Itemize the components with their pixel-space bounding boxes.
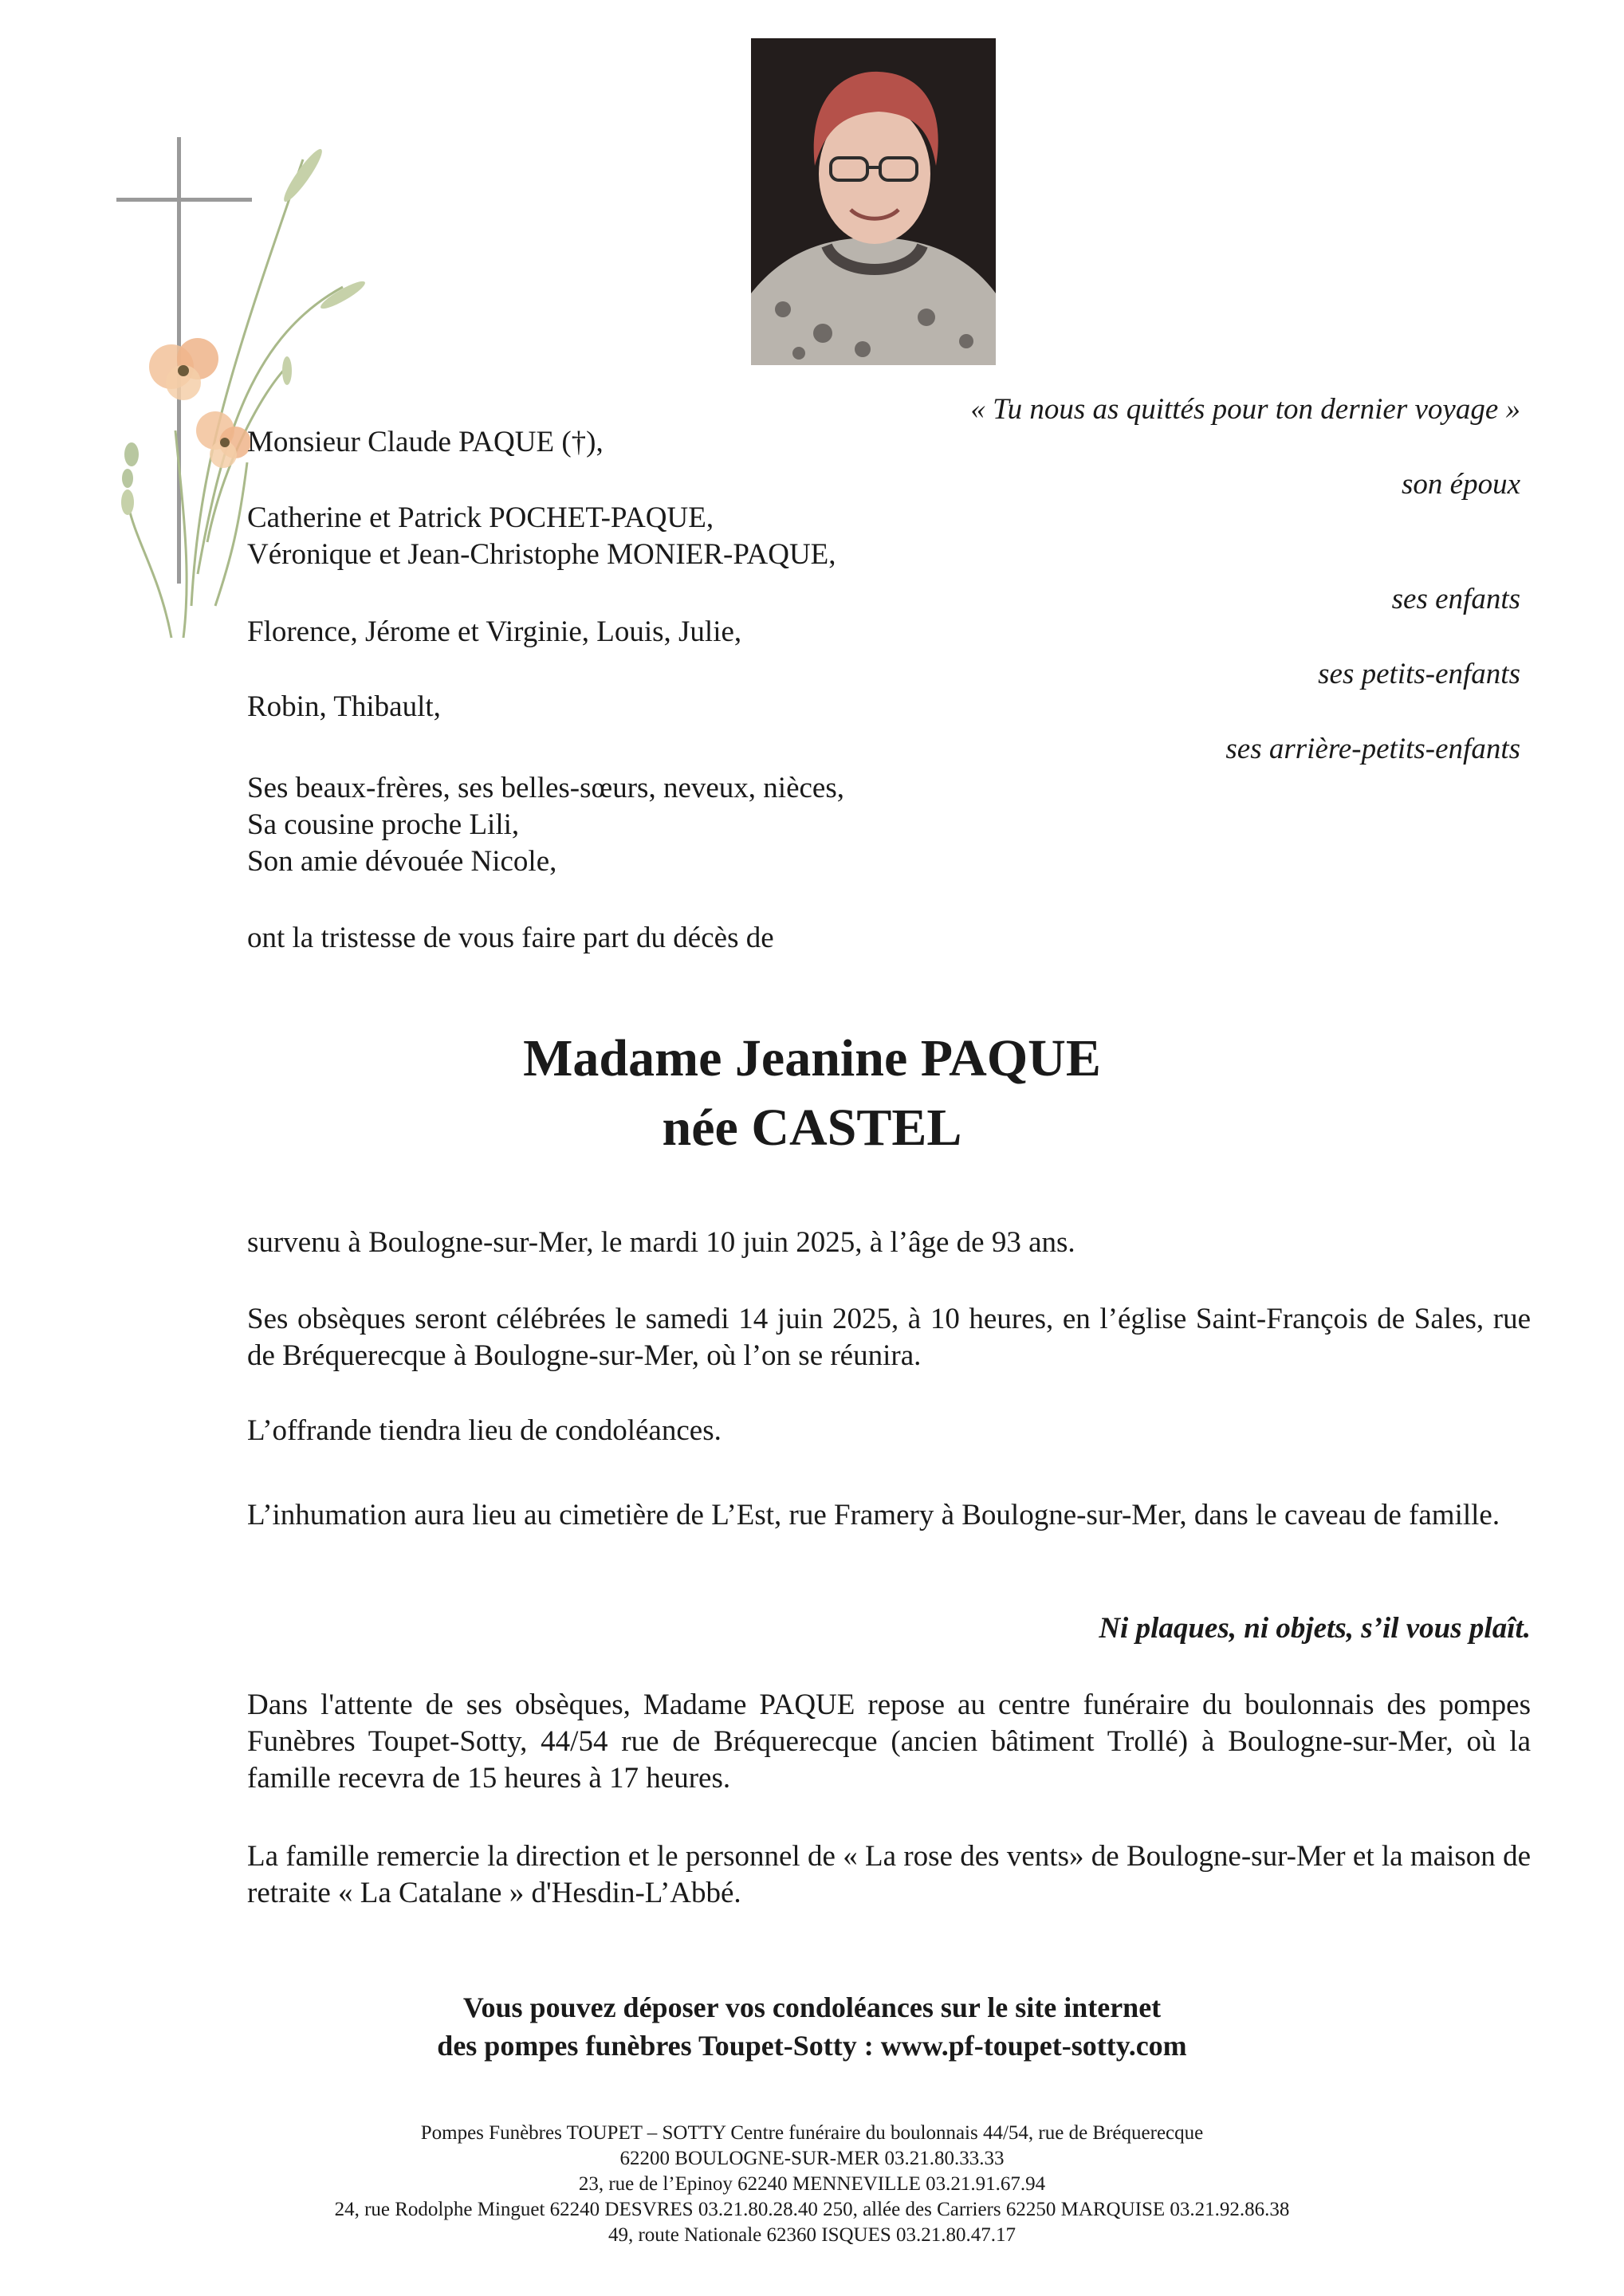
spouse-relation: son époux bbox=[1402, 468, 1520, 501]
other-relatives: Ses beaux-frères, ses belles-sœurs, neveux, nièces, bbox=[247, 772, 844, 804]
footer-line: 62200 BOULOGNE-SUR-MER 03.21.80.33.33 bbox=[619, 2148, 1005, 2169]
deceased-name: Madame Jeanine PAQUE bbox=[523, 1029, 1101, 1087]
footer-line: 23, rue de l’Epinoy 62240 MENNEVILLE 03.21.91.67.94 bbox=[578, 2173, 1046, 2195]
funeral-paragraph: Ses obsèques seront célébrées le samedi 14 juin 2025, à 10 heures, en l’église Saint-François de Sales, rue de Bréquerecque à Boulogne-sur-Mer, où l’on se réunira. bbox=[247, 1303, 1531, 1372]
other-relatives: Son amie dévouée Nicole, bbox=[247, 845, 557, 878]
deceased-maiden-name: née CASTEL bbox=[662, 1099, 962, 1157]
other-relatives: Sa cousine proche Lili, bbox=[247, 808, 520, 841]
grandchildren-relation: ses petits-enfants bbox=[1318, 658, 1520, 690]
great-grandchildren-relation: ses arrière-petits-enfants bbox=[1225, 733, 1520, 765]
poppy-icon bbox=[149, 338, 218, 400]
no-plaques-note: Ni plaques, ni objets, s’il vous plaît. bbox=[1099, 1612, 1531, 1645]
rest-paragraph: Dans l'attente de ses obsèques, Madame PAQUE repose au centre funéraire du boulonnais des pompes Funèbres Toupet-Sotty, 44/54 rue de Bréquerecque (ancien bâtiment Trollé) à Boulogne-sur-Mer, où la famille recevra de 15 heures à 17 heures. bbox=[247, 1689, 1531, 1795]
condolences-line: Vous pouvez déposer vos condoléances sur le site internet bbox=[462, 1991, 1162, 2023]
poppy-icon bbox=[196, 411, 251, 468]
footer-line: Pompes Funèbres TOUPET – SOTTY Centre funéraire du boulonnais 44/54, rue de Bréquerecque bbox=[420, 2122, 1204, 2144]
child-name: Véronique et Jean-Christophe MONIER-PAQUE, bbox=[247, 538, 836, 571]
child-name: Catherine et Patrick POCHET-PAQUE, bbox=[247, 501, 714, 534]
children-relation: ses enfants bbox=[1391, 583, 1520, 615]
burial-paragraph: L’inhumation aura lieu au cimetière de L’Est, rue Framery à Boulogne-sur-Mer, dans le caveau de famille. bbox=[247, 1499, 1500, 1531]
grandchildren-names: Florence, Jérome et Virginie, Louis, Julie, bbox=[247, 615, 742, 648]
thanks-paragraph: La famille remercie la direction et le personnel de « La rose des vents» de Boulogne-sur-Mer et la maison de retraite « La Catalane » d'Hesdin-L’Abbé. bbox=[247, 1840, 1531, 1909]
poppy-bud-icon bbox=[122, 442, 139, 488]
death-paragraph: survenu à Boulogne-sur-Mer, le mardi 10 juin 2025, à l’âge de 93 ans. bbox=[247, 1226, 1075, 1259]
quote: « Tu nous as quittés pour ton dernier voyage » bbox=[970, 393, 1520, 426]
announcement: ont la tristesse de vous faire part du décès de bbox=[247, 922, 774, 954]
offering-paragraph: L’offrande tiendra lieu de condoléances. bbox=[247, 1414, 722, 1447]
footer-line: 24, rue Rodolphe Minguet 62240 DESVRES 03.21.80.28.40 250, allée des Carriers 62250 MARQUISE 03.21.92.86.38 bbox=[334, 2199, 1290, 2220]
cross-poppies-illustration bbox=[104, 128, 391, 654]
spouse-name: Monsieur Claude PAQUE (†), bbox=[247, 426, 604, 458]
footer-line: 49, route Nationale 62360 ISQUES 03.21.80.47.17 bbox=[608, 2224, 1016, 2246]
great-grandchildren-names: Robin, Thibault, bbox=[247, 690, 441, 723]
condolences-line: des pompes funèbres Toupet-Sotty : www.pf-toupet-sotty.com bbox=[437, 2030, 1187, 2062]
portrait-photo bbox=[751, 38, 996, 365]
